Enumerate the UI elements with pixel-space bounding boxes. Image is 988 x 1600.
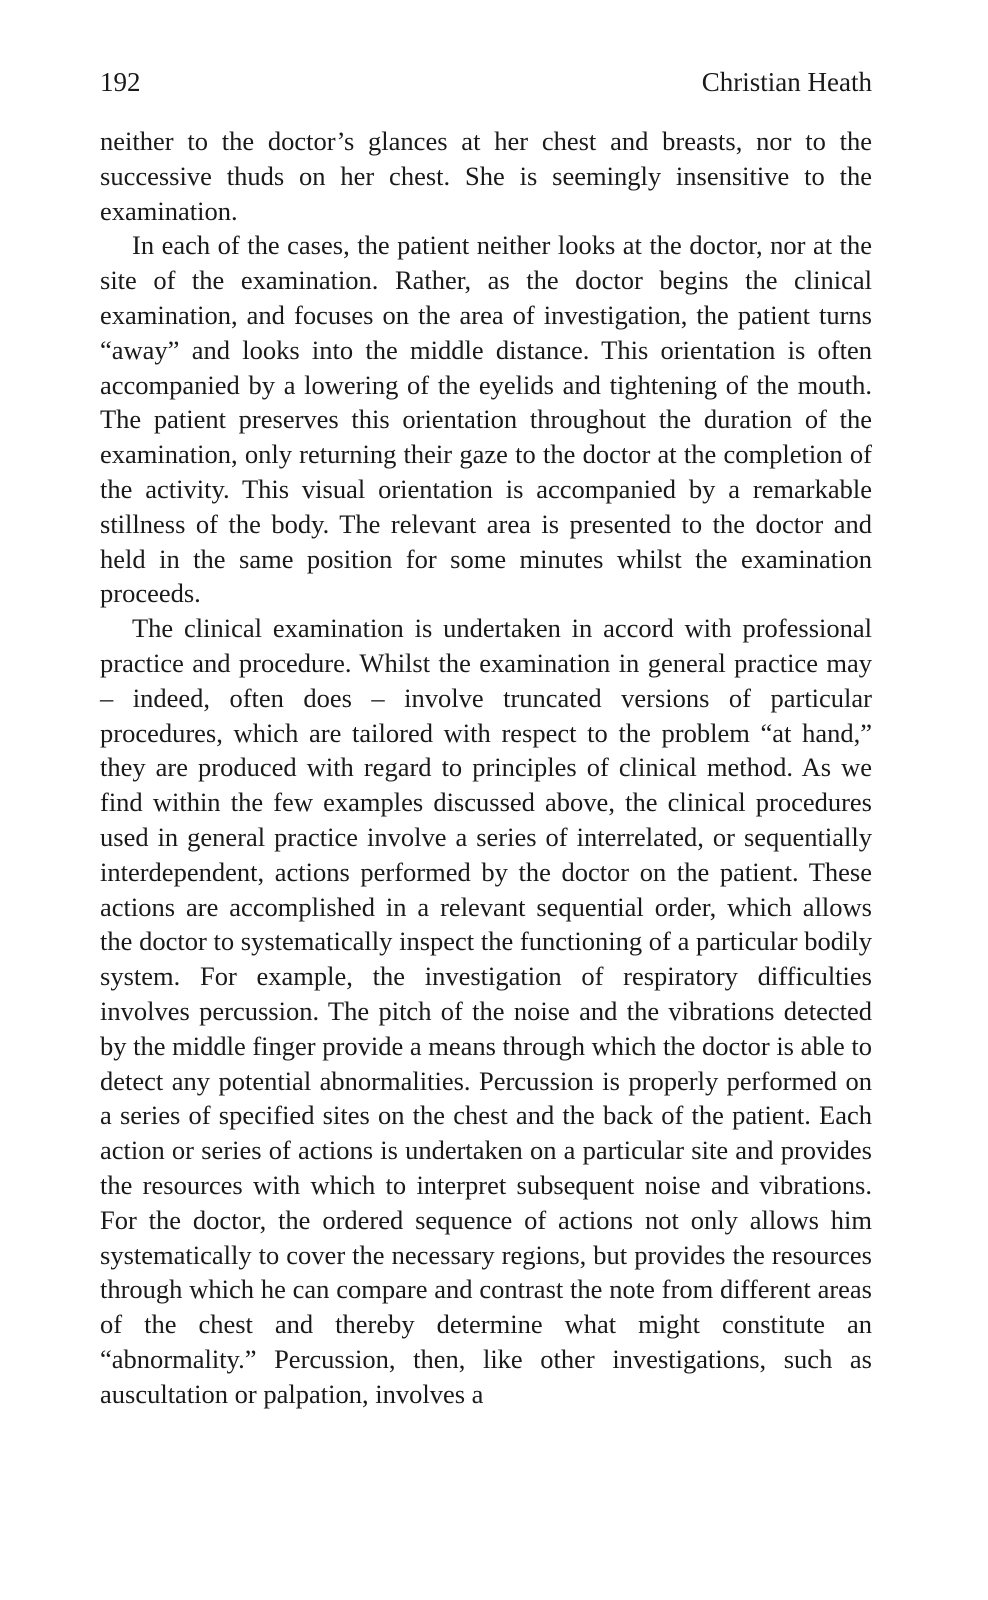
paragraph: In each of the cases, the patient neither looks at the doctor, nor at the site of the examination. Rather, as the doctor begins the clinical examination, and focuses on the area of investigation, the patient turns “away” and looks into the middle distance. This orientation is often accompanied by a lowering of the eyelids and tightening of the mouth. The patient preserves this orientation throughout the duration of the examination, only returning their gaze to the doctor at the completion of the activity. This visual orientation is accompanied by a remarkable stillness of the body. The relevant area is presented to the doctor and held in the same position for some minutes whilst the examination proceeds. — [100, 230, 872, 609]
paragraph: The clinical examination is undertaken in accord with professional practice and procedure. Whilst the examination in general practice may – indeed, often does – involve truncated versions of particular procedures, which are tailored with respect to the problem “at hand,” they are produced with regard to principles of clinical method. As we find within the few examples discussed above, the clinical procedures used in general practice involve a series of interrelated, or sequentially interdependent, actions performed by the doctor on the patient. These actions are accomplished in a relevant sequential order, which allows the doctor to systematically inspect the functioning of a particular bodily system. For example, the investigation of respiratory difficulties involves percussion. The pitch of the noise and the vibrations detected by the middle finger provide a means through which the doctor is able to detect any potential abnormalities. Percussion is properly performed on a series of specified sites on the chest and the back of the patient. Each action or series of actions is undertaken on a particular site and provides the resources with which to interpret subsequent noise and vibrations. For the doctor, the ordered sequence of actions not only allows him systematically to cover the necessary regions, but provides the resources through which he can compare and contrast the note from different areas of the chest and thereby determine what might constitute an “abnormality.” Percussion, then, like other investigations, such as auscultation or palpation, involves a — [100, 613, 872, 1409]
paragraph-continued: neither to the doctor’s glances at her chest and breasts, nor to the successive thuds on her chest. She is seemingly insensitive to the examination. — [100, 126, 872, 226]
body-text — [100, 124, 872, 1411]
page-number: 192 — [100, 67, 141, 97]
running-title: Christian Heath — [701, 67, 872, 97]
running-head — [100, 62, 872, 102]
